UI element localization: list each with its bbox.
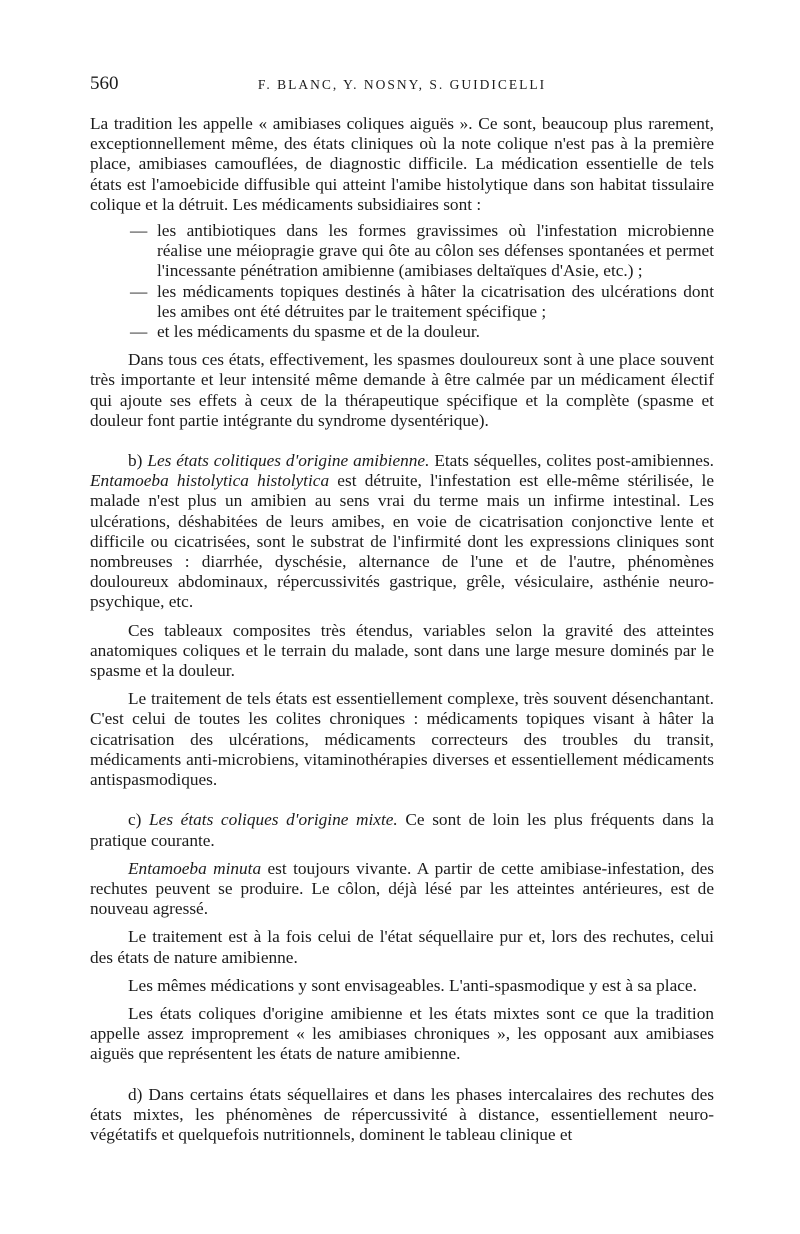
list-item — [130, 322, 714, 342]
section-b-text: Etats séquelles, colites post-amibiennes. — [429, 451, 714, 471]
section-b-label: b) — [128, 451, 148, 471]
page-header — [90, 73, 714, 101]
paragraph-tradition: Les états coliques d'origine amibienne et les états mixtes sont ce que la tradition appelle assez improprement « les amibiases chroniques », les opposant aux amibiases aiguës que représentent les états de nature amibienne. — [90, 1003, 714, 1064]
section-c-title: Les états coliques d'origine mixte. — [149, 810, 398, 830]
list-item-text: les antibiotiques dans les formes gravissimes où l'infestation microbienne réalise une méiopragie grave qui ôte au côlon ses défenses spontanées et permet l'incessante pénétration amibienne (amibiases deltaïques d'Asie, etc.) ; — [157, 221, 714, 281]
page-number: 560 — [90, 73, 119, 94]
section-d: d) Dans certains états séquellaires et dans les phases intercalaires des rechutes des états mixtes, les phénomènes de répercussivité à distance, essentiellement neuro-végétatifs et quelquefois nutritionnels, dominent le tableau clinique et — [90, 1084, 714, 1144]
section-c-label: c) — [128, 810, 150, 830]
species-name: Entamoeba minuta — [128, 858, 262, 878]
list-item — [130, 221, 714, 282]
paragraph-minuta-text: est toujours vivante. A partir de cette amibiase-infestation, des rechutes peuvent se produire. Le côlon, déjà lésé par les atteintes antérieures, est de nouveau agressé. — [90, 858, 714, 919]
paragraph-treatment: Le traitement de tels états est essentiellement complexe, très souvent désenchantant. C'est celui de toutes les colites chroniques : médicaments topiques visant à hâter la cicatrisation des ulcérations, médicaments correcteurs des troubles du transit, médicaments anti-microbiens, vitaminothérapies diverses et essentiellement médicaments antispasmodiques. — [90, 689, 714, 790]
species-name: Entamoeba histolytica histolytica — [90, 471, 330, 491]
paragraph-mixed-treatment: Le traitement est à la fois celui de l'état séquellaire pur et, lors des rechutes, celui des états de nature amibienne. — [90, 927, 714, 967]
section-b — [90, 451, 714, 613]
section-b-title: Les états colitiques d'origine amibienne. — [147, 451, 430, 471]
paragraph-spasms: Dans tous ces états, effectivement, les spasmes douloureux sont à une place souvent très importante et leur intensité même demande à être calmée par un médicament électif qui ajoute ses effets à ceux de la thérapeutique spécifique et la complète (spasme et douleur font partie intégrante du syndrome dysentérique). — [90, 350, 714, 430]
list-item-text: et les médicaments du spasme et de la douleur. — [157, 322, 480, 342]
body-text — [90, 114, 714, 1145]
list-item — [130, 282, 714, 322]
section-c-text: Ce sont de loin les plus fréquents dans la pratique courante. — [90, 810, 714, 850]
running-head: F. BLANC, Y. NOSNY, S. GUIDICELLI — [257, 77, 547, 92]
list-dash: — — [130, 221, 148, 241]
list-dash: — — [130, 281, 148, 301]
list-dash: — — [130, 322, 148, 342]
section-c — [90, 810, 714, 850]
section-b-text-continued: est détruite, l'infestation est elle-même stérilisée, le malade n'est plus un amibien au sens vrai du terme mais un infirme intestinal. Les ulcérations, déshabitées de leurs amibes, en voie de cicatrisation conjonctive lente et difficile ou cicatrisées, sont le substrat de l'infirmité dont les expressions cliniques sont nombreuses : diarrhée, dyschésie, alternance de l'une et de l'autre, phénomènes douloureux abdominaux, répercussivités gastrique, grêle, vésiculaire, asthénie neuro-psychique, etc. — [90, 471, 715, 612]
paragraph-composite: Ces tableaux composites très étendus, variables selon la gravité des atteintes anatomiques coliques et le terrain du malade, sont dans une large mesure dominés par le spasme et la douleur. — [90, 620, 714, 681]
list-item-text: les médicaments topiques destinés à hâter la cicatrisation des ulcérations dont les amibes ont été détruites par le traitement spécifique ; — [157, 281, 714, 321]
paragraph-medications: Les mêmes médications y sont envisageables. L'anti-spasmodique y est à sa place. — [128, 975, 697, 995]
paragraph-minuta — [90, 859, 714, 920]
medication-list — [130, 221, 714, 342]
paragraph-intro: La tradition les appelle « amibiases coliques aiguës ». Ce sont, beaucoup plus rarement, exceptionnellement même, des états cliniques où la note colique n'est pas à la première place, amibiases camouflées, de diagnostic difficile. La médication essentielle de tels états est l'amoebicide diffusible qui atteint l'amibe histolytique dans son habitat tissulaire colique et la détruit. Les médicaments subsidiaires sont : — [90, 114, 714, 214]
